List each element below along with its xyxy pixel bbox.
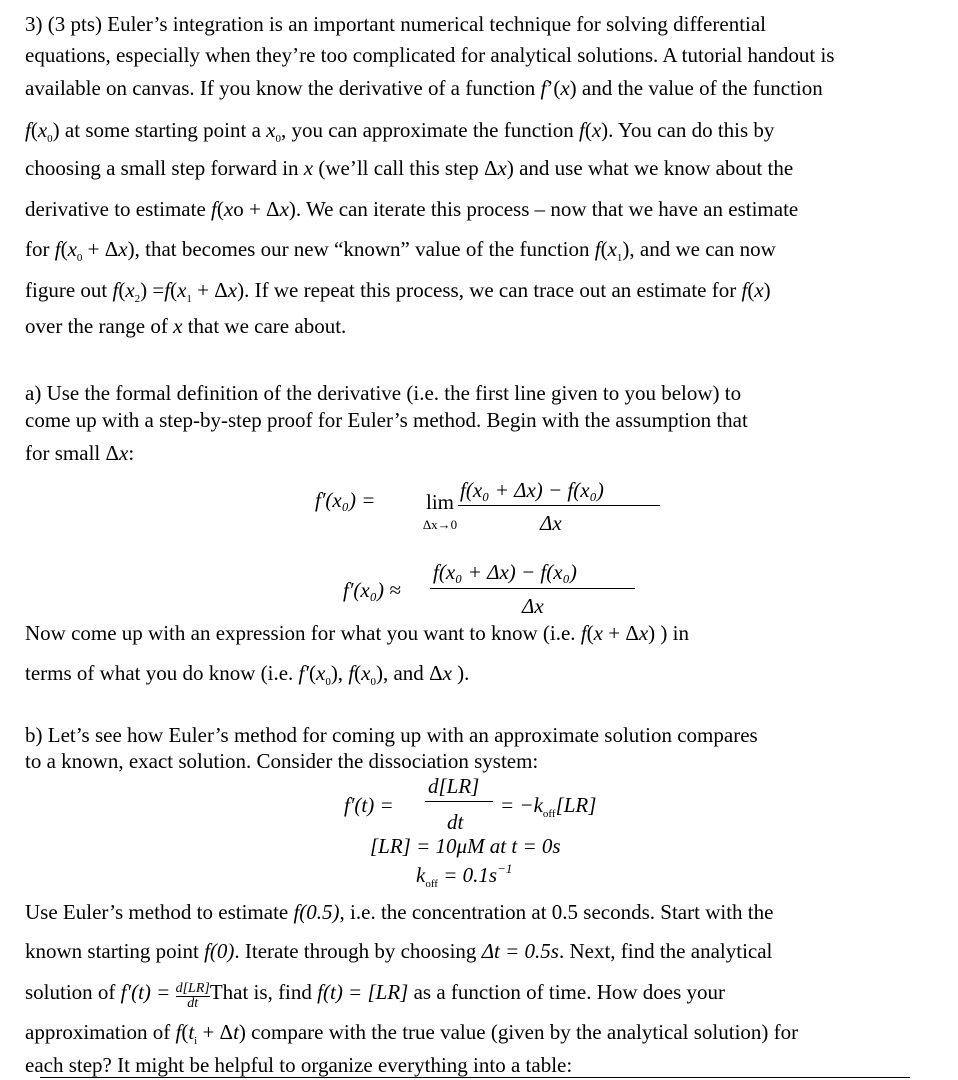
eq-a2-numerator: f(x₀ + Δx) − f(x₀): [433, 560, 577, 584]
eq-b1-lhs: f′(t) =: [344, 793, 394, 817]
intro-line-8: figure out $f(x_2) =f(x_1 + \Delta x)$. If we repeat this process, we can trace out an estimate for f(x): [25, 278, 771, 305]
part-a-line-2: come up with a step-by-step proof for Euler’s method. Begin with the assumption that: [25, 408, 748, 432]
eq-a2-lhs: f′(x₀) ≈: [343, 578, 401, 602]
eq-b1-rhs: = $-k_{off}[LR]$: [500, 793, 597, 820]
eq-b3: $k_{off} = 0.1s^{-1}$: [416, 861, 513, 890]
part-b-line-4: known starting point f(0). Iterate through by choosing Δt = 0.5s. Next, find the analytical: [25, 939, 773, 963]
part-b-line-5: solution of f′(t) = $\frac{d[LR]}{dt}$ That is, find f(t) = [LR] as a function of time. How does your: [25, 980, 726, 1011]
eq-b1-numerator: d[LR]: [428, 774, 480, 798]
eq-a1-lhs: f′(x₀) =: [315, 488, 376, 512]
intro-line-4: $f(x_0)$ at some starting point a $x_0$, you can approximate the function f(x). You can do this by: [25, 118, 775, 145]
part-a-line-1: a) Use the formal definition of the derivative (i.e. the first line given to you below) to: [25, 381, 742, 405]
intro-line-3: available on canvas. If you know the derivative of a function f’(x) and the value of the function: [25, 76, 823, 100]
eq-a1-fraction-bar: [458, 505, 660, 506]
intro-line-1: 3) (3 pts) Euler’s integration is an important numerical technique for solving differential: [25, 12, 767, 36]
part-b-line-6: approximation of $f(t_i + \Delta t)$ compare with the true value (given by the analytical solution) for: [25, 1020, 799, 1047]
eq-a2-fraction-bar: [430, 588, 635, 589]
intro-line-2: equations, especially when they’re too complicated for analytical solutions. A tutorial handout is: [25, 43, 835, 67]
intro-line-5: choosing a small step forward in x (we’ll call this step Δx) and use what we know about the: [25, 156, 794, 180]
eq-a1-limit: lim Δx→0: [422, 490, 458, 532]
eq-b2: [LR] = 10μM at t = 0s: [370, 834, 561, 858]
part-b-line-1: b) Let’s see how Euler’s method for coming up with an approximate solution compares: [25, 723, 758, 747]
inline-fraction: $\frac{d[LR]}{dt}$: [175, 981, 210, 1011]
part-b-line-7: each step? It might be helpful to organize everything into a table:: [25, 1053, 573, 1077]
table-top-rule: [40, 1077, 910, 1078]
eq-b1-fraction-bar: [425, 801, 493, 802]
part-a-line-5: terms of what you do know (i.e. $f'(x_0)$, $f(x_0)$, and Δx ).: [25, 661, 470, 688]
eq-a1-numerator: f(x₀ + Δx) − f(x₀): [460, 478, 604, 502]
eq-a2-denominator: Δx: [522, 594, 544, 618]
part-a-line-3: for small Δx:: [25, 441, 135, 465]
part-b-line-2: to a known, exact solution. Consider the dissociation system:: [25, 749, 539, 773]
eq-a1-denominator: Δx: [540, 511, 562, 535]
intro-line-9: over the range of x that we care about.: [25, 314, 347, 338]
part-b-line-3: Use Euler’s method to estimate f(0.5), i.e. the concentration at 0.5 seconds. Start with the: [25, 900, 774, 924]
intro-line-6: derivative to estimate f(xo + Δx). We can iterate this process – now that we have an estimate: [25, 197, 799, 221]
eq-b1-denominator: dt: [447, 810, 464, 834]
part-a-line-4: Now come up with an expression for what you want to know (i.e. f(x + Δx) ) in: [25, 621, 689, 645]
intro-line-7: for $f(x_0 + \Delta x)$, that becomes our new “known” value of the function $f(x_1)$, and we can now: [25, 237, 776, 264]
